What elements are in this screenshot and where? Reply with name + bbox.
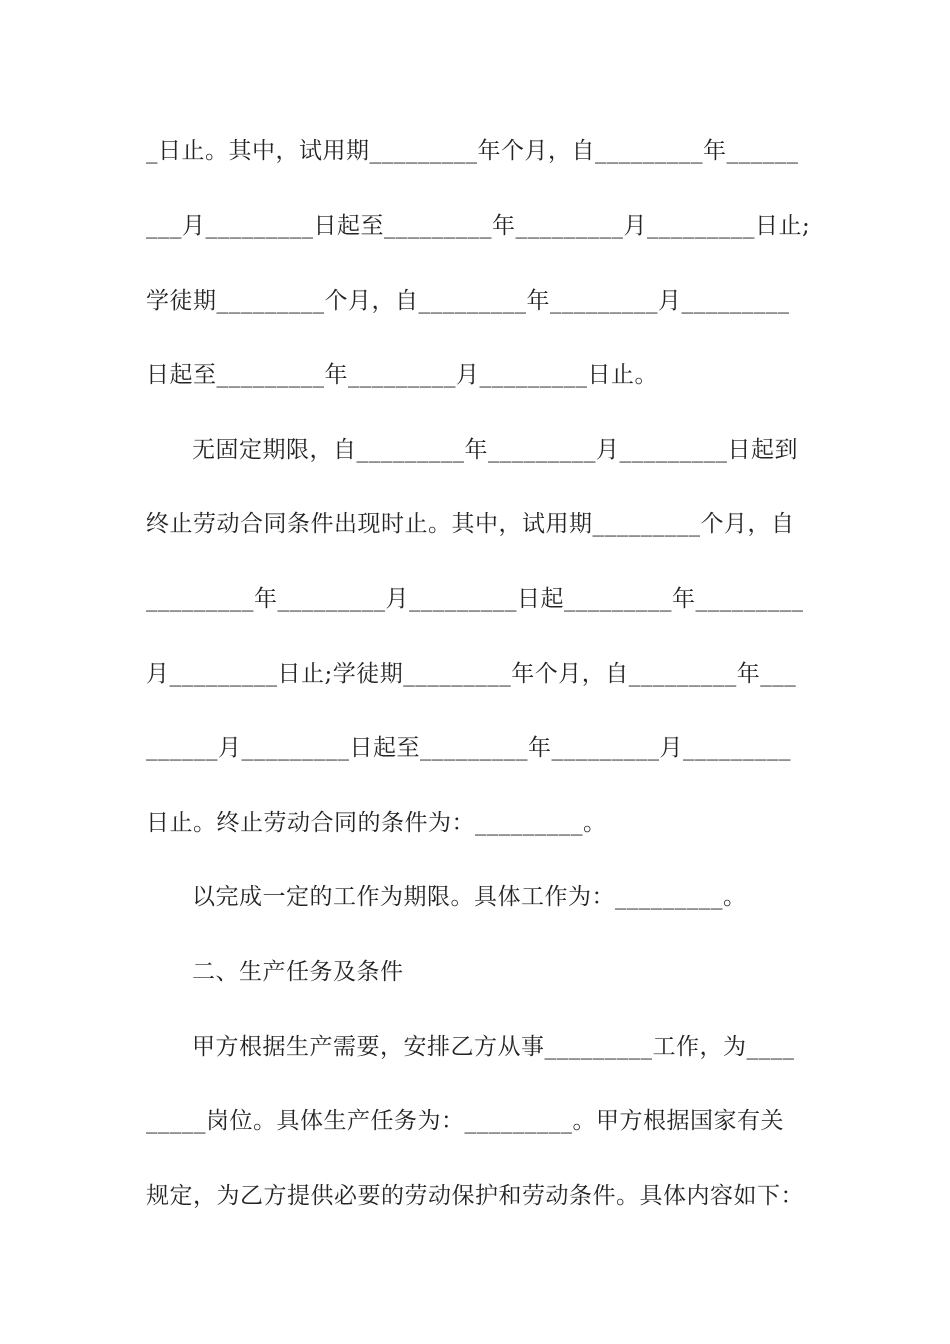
paragraph-first-line: 以完成一定的工作为期限。具体工作为：_________。 [192,884,747,910]
text-line: _日止。其中，试用期_________年个月，自_________年______ [146,138,799,164]
paragraph-first-line: 甲方根据生产需要，安排乙方从事_________工作，为____ [192,1034,795,1060]
text-line: _____岗位。具体生产任务为：_________。甲方根据国家有关 [146,1108,784,1134]
paragraph-first-line: 无固定期限，自_________年_________月_________日起到 [192,437,798,463]
text-line: _________年_________月_________日起_________年_________ [146,586,804,612]
text-line: 终止劳动合同条件出现时止。其中，试用期_________个月，自 [146,511,795,537]
text-line: ______月_________日起至_________年_________月_________ [146,735,791,761]
text-line: 月_________日止;学徒期_________年个月，自_________年___ [146,661,797,687]
text-line: ___月_________日起至_________年_________月_________日止; [146,213,811,239]
text-line: 日起至_________年_________月_________日止。 [146,362,658,388]
text-line: 规定，为乙方提供必要的劳动保护和劳动条件。具体内容如下： [146,1183,804,1209]
text-line: 学徒期_________个月，自_________年_________月_________ [146,288,790,314]
text-line: 日止。终止劳动合同的条件为：_________。 [146,810,607,836]
section-heading: 二、生产任务及条件 [192,959,404,985]
